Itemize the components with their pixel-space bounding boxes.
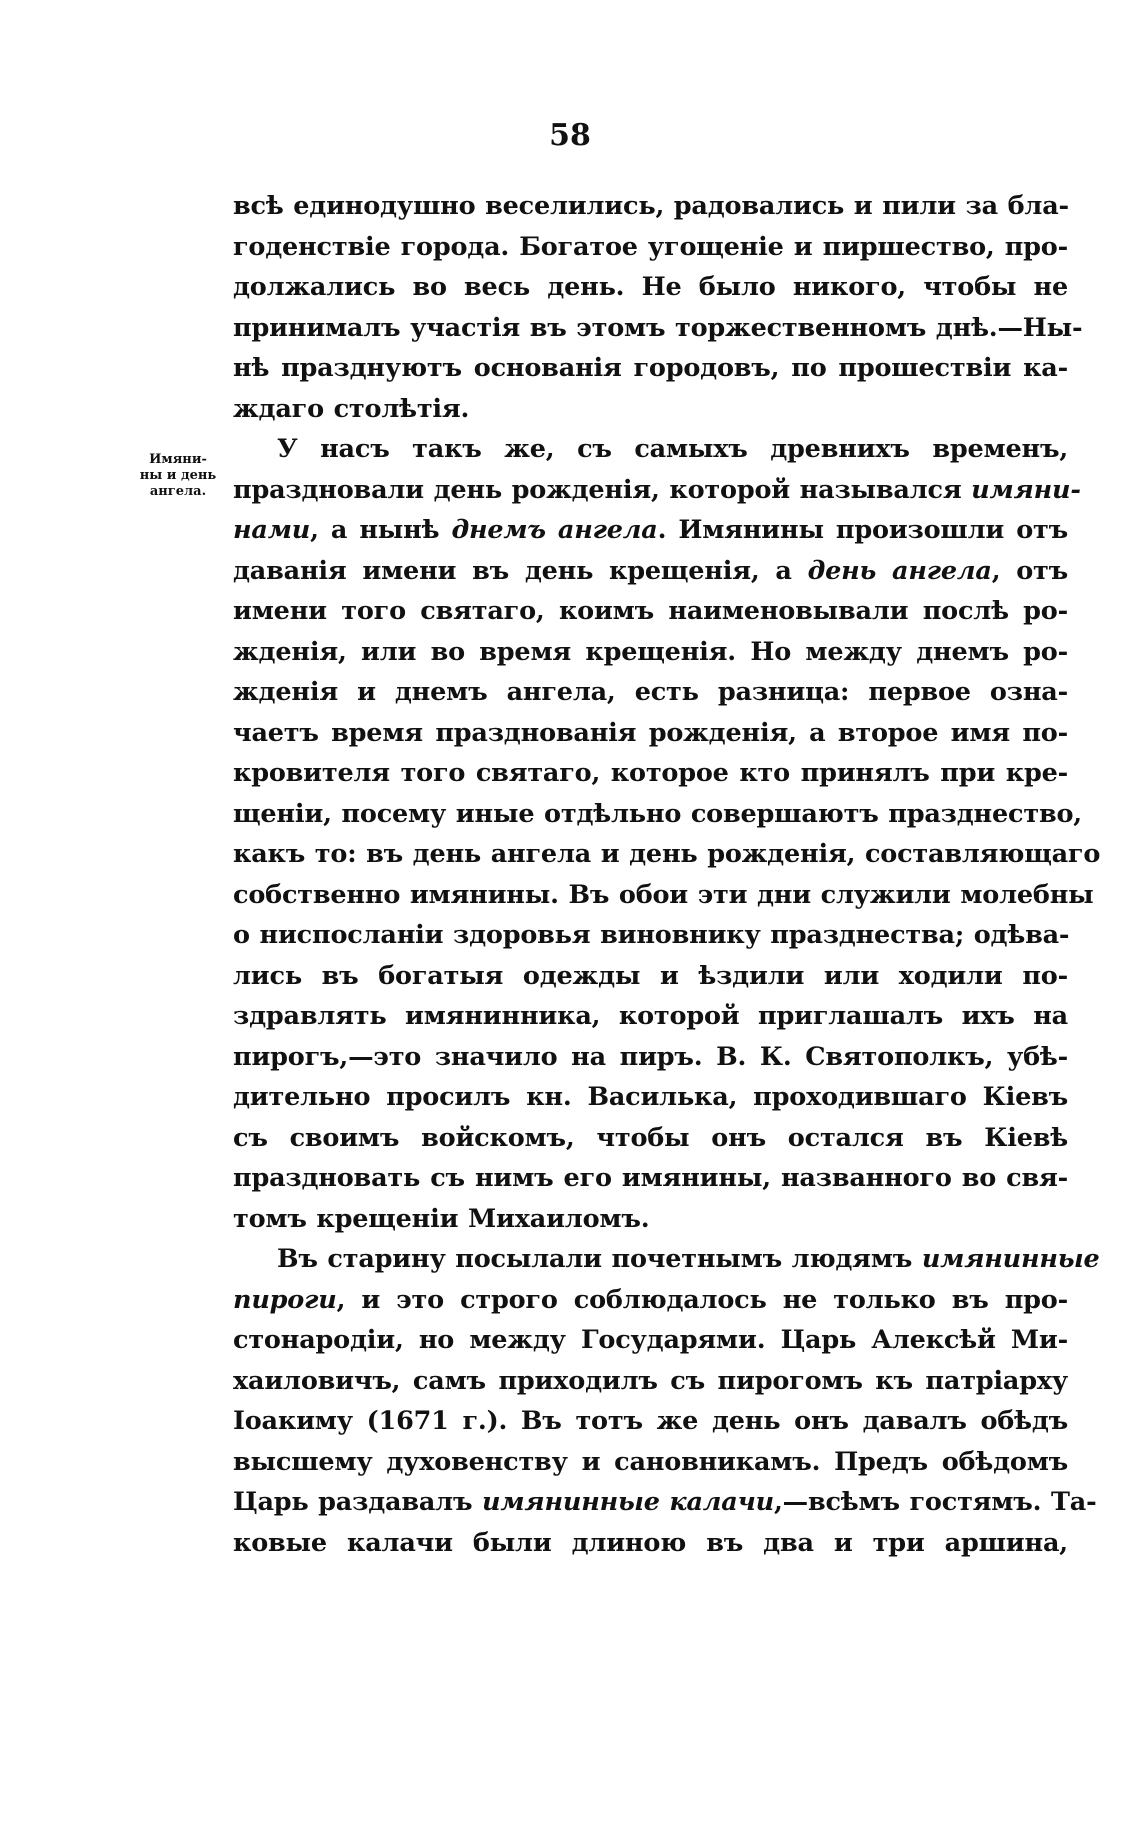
margin-note: [128, 452, 228, 500]
text-line: годенствіе города. Богатое угощеніе и пиршество, про-: [233, 231, 1068, 262]
text-line: щеніи, посему иные отдѣльно совершаютъ празднество,: [233, 798, 1082, 829]
text-line: ковые калачи были длиною въ два и три аршина,: [233, 1527, 1068, 1558]
text-line: имени того святаго, коимъ наименовывали послѣ ро-: [233, 596, 1068, 626]
margin-note-line: ангела.: [149, 484, 207, 499]
text-line: хаиловичъ, самъ приходилъ съ пирогомъ къ патріарху: [233, 1365, 1068, 1396]
text-line: праздновать съ нимъ его имянины, названного во свя-: [233, 1163, 1068, 1193]
text-line: пироги, и это строго соблюдалось не только въ про-: [233, 1284, 1068, 1315]
text-line: томъ крещеніи Михаиломъ.: [233, 1203, 650, 1234]
text-line: пирогъ,—это значило на пиръ. В. К. Святополкъ, убѣ-: [233, 1041, 1068, 1072]
text-line: лись въ богатыя одежды и ѣздили или ходили по-: [233, 960, 1068, 991]
text-line: кровителя того святаго, которое кто принялъ при кре-: [233, 758, 1068, 788]
margin-note-line: ны и день: [139, 468, 217, 483]
text-line: Въ старину посылали почетнымъ людямъ имянинные: [277, 1244, 1100, 1274]
text-line: стонародіи, но между Государями. Царь Алексѣй Ми-: [233, 1325, 1068, 1355]
text-line: Царь раздавалъ имянинные калачи,—всѣмъ гостямъ. Та-: [233, 1487, 1097, 1517]
text-line: здравлять имянинника, которой приглашалъ ихъ на: [233, 1001, 1068, 1031]
page-number: 58: [549, 118, 591, 153]
text-line: принималъ участія въ этомъ торжественномъ днѣ.—Ны-: [233, 312, 1083, 343]
text-line: должались во весь день. Не было никого, чтобы не: [233, 272, 1068, 302]
text-line: У насъ такъ же, съ самыхъ древнихъ временъ,: [277, 434, 1068, 464]
text-line: чаетъ время празднованія рожденія, а второе имя по-: [233, 717, 1068, 748]
text-line: съ своимъ войскомъ, чтобы онъ остался въ Кіевѣ: [233, 1122, 1068, 1153]
body-text: [233, 186, 1101, 1563]
text-line: какъ то: въ день ангела и день рожденія, составляющаго: [233, 839, 1101, 869]
text-line: Іоакиму (1671 г.). Въ тотъ же день онъ давалъ обѣдъ: [233, 1406, 1068, 1436]
text-line: о ниспосланіи здоровья виновнику празднества; одѣва-: [233, 920, 1070, 950]
text-line: нѣ празднуютъ основанія городовъ, по прошествіи ка-: [233, 353, 1068, 383]
text-line: праздновали день рожденія, которой назывался имяни-: [233, 474, 1081, 505]
text-line: нами, а нынѣ днемъ ангела. Имянины произошли отъ: [233, 515, 1069, 545]
margin-note-line: Имяни-: [149, 452, 207, 467]
text-line: всѣ единодушно веселились, радовались и пили за бла-: [233, 191, 1069, 221]
text-line: ждаго столѣтія.: [233, 393, 470, 424]
text-line: дительно просилъ кн. Василька, проходившаго Кіевъ: [233, 1082, 1068, 1112]
text-line: жденія и днемъ ангела, есть разница: первое озна-: [233, 677, 1068, 707]
text-line: даванія имени въ день крещенія, а день ангела, отъ: [233, 555, 1068, 586]
text-line: собственно имянины. Въ обои эти дни служили молебны: [233, 879, 1094, 910]
text-line: жденія, или во время крещенія. Но между днемъ ро-: [233, 636, 1068, 667]
text-line: высшему духовенству и сановникамъ. Предъ обѣдомъ: [233, 1446, 1068, 1477]
